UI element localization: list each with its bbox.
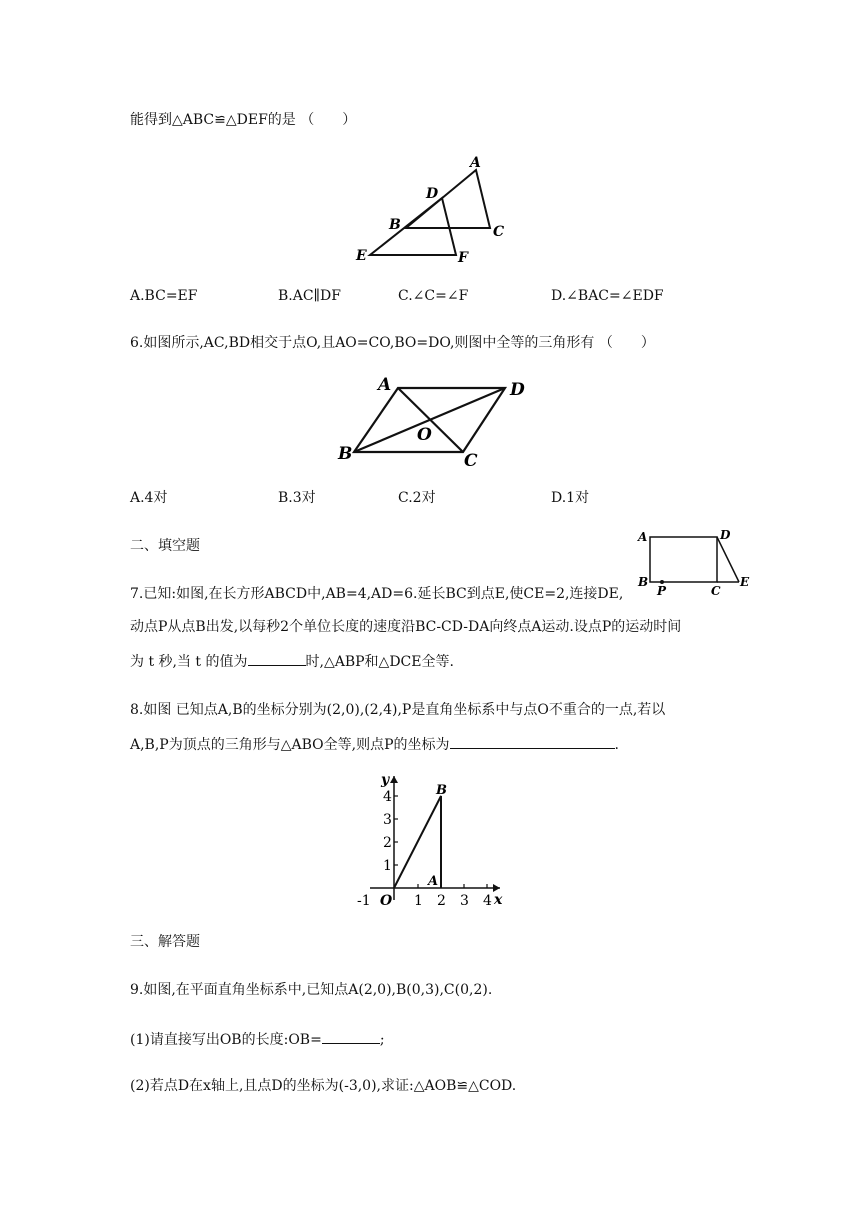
section-fill-in-title: 二、填空题 bbox=[130, 538, 200, 554]
q8-ytick-3: 3 bbox=[383, 812, 392, 828]
q7-label-a: A bbox=[638, 530, 648, 544]
q5-label-d: D bbox=[426, 186, 439, 202]
q7-line-3-prefix: 为 t 秒,当 t 的值为 bbox=[130, 654, 248, 670]
q5-figure bbox=[350, 150, 520, 270]
q8-origin-label: O bbox=[380, 893, 393, 909]
q8-label-a: A bbox=[428, 874, 439, 889]
q7-label-c: C bbox=[711, 584, 721, 598]
q8-line-2 bbox=[130, 734, 619, 755]
q8-answer-blank[interactable] bbox=[450, 734, 615, 749]
q5-label-e: E bbox=[356, 248, 367, 264]
q8-x-axis-label: x bbox=[494, 892, 503, 908]
q6-option-c: C.2对 bbox=[398, 490, 436, 506]
q8-label-b: B bbox=[436, 783, 447, 798]
q5-label-b: B bbox=[389, 217, 401, 233]
q6-figure bbox=[330, 370, 540, 470]
q5-label-a: A bbox=[470, 155, 481, 171]
q7-label-p: P bbox=[657, 584, 667, 598]
q8-xtick-neg1: -1 bbox=[357, 893, 371, 909]
q5-label-f: F bbox=[458, 250, 468, 266]
q7-line-2: 动点P从点B出发,以每秒2个单位长度的速度沿BC-CD-DA向终点A运动.设点P的运动时间 bbox=[130, 619, 682, 635]
q6-option-d: D.1对 bbox=[551, 490, 590, 506]
q8-line-2-suffix: . bbox=[614, 737, 619, 753]
q8-ytick-1: 1 bbox=[383, 858, 392, 874]
q6-stem: 6.如图所示,AC,BD相交于点O,且AO=CO,BO=DO,则图中全等的三角形有 （ ） bbox=[130, 335, 655, 351]
q9-line-2-prefix: (1)请直接写出OB的长度:OB= bbox=[130, 1032, 322, 1048]
q9-line-2 bbox=[130, 1029, 385, 1050]
q8-figure bbox=[350, 770, 510, 910]
q8-xtick-1: 1 bbox=[414, 893, 423, 909]
q5-option-a: A.BC=EF bbox=[130, 288, 198, 304]
q5-option-c: C.∠C=∠F bbox=[398, 288, 469, 304]
q6-label-d: D bbox=[510, 380, 525, 400]
q8-line-2-prefix: A,B,P为顶点的三角形与△ABO全等,则点P的坐标为 bbox=[130, 737, 450, 753]
q5-option-d: D.∠BAC=∠EDF bbox=[551, 288, 664, 304]
q7-figure bbox=[632, 524, 757, 599]
q8-y-axis-label: y bbox=[381, 772, 390, 788]
q9-line-1: 9.如图,在平面直角坐标系中,已知点A(2,0),B(0,3),C(0,2). bbox=[130, 982, 493, 998]
q6-option-a: A.4对 bbox=[130, 490, 168, 506]
q7-line-1: 7.已知:如图,在长方形ABCD中,AB=4,AD=6.延长BC到点E,使CE=2,连接DE, bbox=[130, 586, 624, 602]
q5-stem: 能得到△ABC≌△DEF的是 （ ） bbox=[130, 112, 357, 128]
q6-label-b: B bbox=[338, 444, 353, 464]
q7-label-b: B bbox=[638, 575, 649, 589]
q8-ytick-2: 2 bbox=[383, 835, 392, 851]
q9-line-2-suffix: ; bbox=[379, 1032, 385, 1048]
q6-label-o: O bbox=[417, 425, 432, 445]
q7-line-3-suffix: 时,△ABP和△DCE全等. bbox=[305, 654, 454, 670]
q8-xtick-2: 2 bbox=[437, 893, 446, 909]
q7-label-d: D bbox=[720, 528, 731, 542]
q5-option-b: B.AC∥DF bbox=[278, 288, 341, 304]
q8-ytick-4: 4 bbox=[383, 789, 392, 805]
q9-answer-blank[interactable] bbox=[322, 1029, 380, 1044]
q6-option-b: B.3对 bbox=[278, 490, 316, 506]
q7-answer-blank[interactable] bbox=[248, 651, 306, 666]
q6-label-a: A bbox=[378, 375, 392, 395]
q9-line-3: (2)若点D在x轴上,且点D的坐标为(-3,0),求证:△AOB≌△COD. bbox=[130, 1078, 517, 1094]
q7-label-e: E bbox=[740, 575, 750, 589]
q6-label-c: C bbox=[464, 451, 478, 470]
q7-line-3 bbox=[130, 651, 454, 672]
q8-xtick-3: 3 bbox=[460, 893, 469, 909]
q5-label-c: C bbox=[493, 224, 505, 240]
q8-xtick-4: 4 bbox=[483, 893, 492, 909]
q8-line-1: 8.如图 已知点A,B的坐标分别为(2,0),(2,4),P是直角坐标系中与点O不重合的一点,若以 bbox=[130, 702, 666, 718]
section-solve-title: 三、解答题 bbox=[130, 934, 200, 950]
